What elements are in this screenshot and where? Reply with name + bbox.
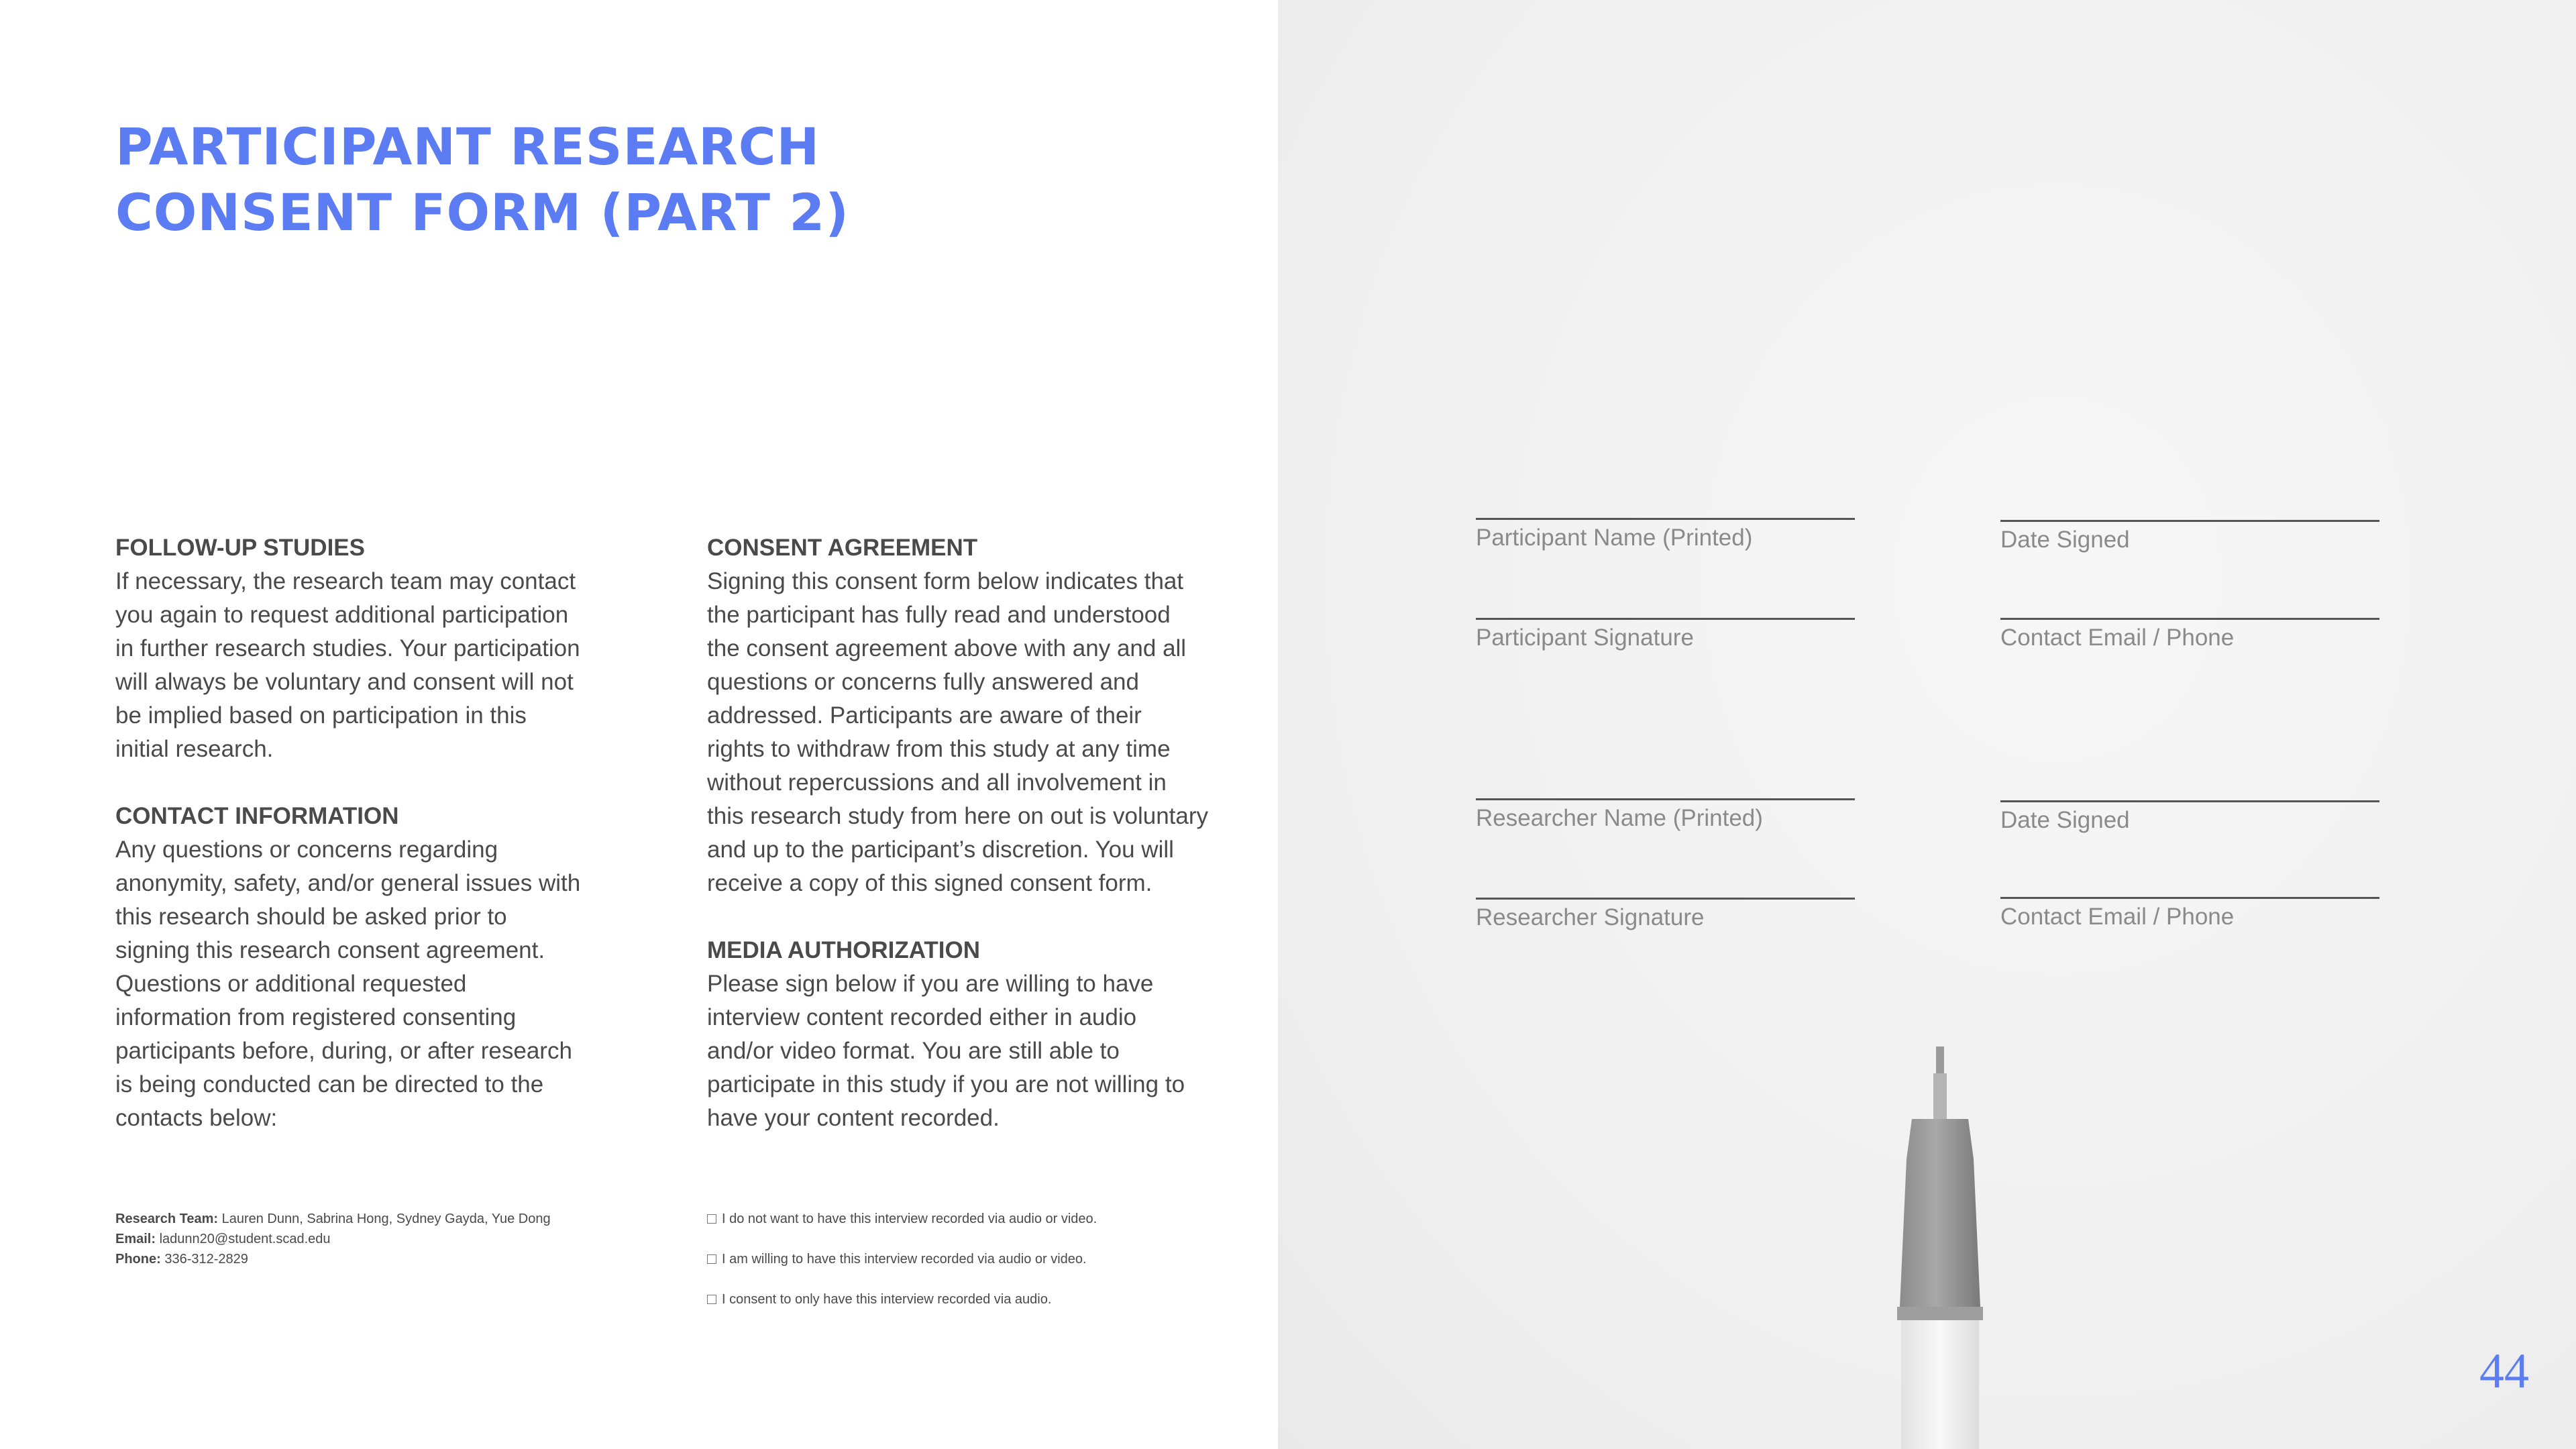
email-value: ladunn20@student.scad.edu: [156, 1232, 331, 1246]
section-heading: CONTACT INFORMATION: [115, 803, 399, 829]
section-heading: FOLLOW-UP STUDIES: [115, 535, 365, 561]
text-line: be implied based on participation in this: [115, 702, 527, 729]
signature-line: [2000, 897, 2379, 899]
email-label: Email:: [115, 1232, 156, 1246]
checkbox-label: I do not want to have this interview recorded via audio or video.: [722, 1211, 1097, 1226]
team-label: Research Team:: [115, 1212, 219, 1226]
signature-line: [2000, 618, 2379, 620]
field-label: Date Signed: [2000, 527, 2130, 553]
title-line-1: PARTICIPANT RESEARCH: [115, 117, 820, 176]
text-line: without repercussions and all involvement in: [707, 769, 1167, 796]
text-line: Questions or additional requested: [115, 971, 467, 997]
text-line: Signing this consent form below indicates that: [707, 568, 1184, 594]
checkbox-icon[interactable]: [707, 1254, 716, 1264]
text-line: receive a copy of this signed consent form.: [707, 870, 1152, 896]
text-line: anonymity, safety, and/or general issues with: [115, 870, 581, 896]
date-signed-field-2[interactable]: [2000, 800, 2379, 836]
field-label: Researcher Name (Printed): [1476, 805, 1763, 831]
signature-line: [1476, 518, 1855, 520]
researcher-signature-field[interactable]: [1476, 898, 1855, 933]
checkbox-option[interactable]: [707, 1249, 1097, 1269]
field-label: Contact Email / Phone: [2000, 904, 2235, 930]
checkbox-option[interactable]: [707, 1289, 1097, 1309]
text-line: will always be voluntary and consent will not: [115, 669, 574, 695]
checkbox-label: I am willing to have this interview recorded via audio or video.: [722, 1251, 1087, 1267]
page-number: 44: [2479, 1344, 2529, 1399]
team-row: [115, 1209, 551, 1229]
checkbox-icon[interactable]: [707, 1295, 716, 1304]
checkbox-icon[interactable]: [707, 1214, 716, 1224]
media-authorization-section: [707, 934, 1230, 1135]
text-line: signing this research consent agreement.: [115, 937, 545, 963]
section-body: [707, 565, 1230, 900]
text-line: participate in this study if you are not willing to: [707, 1071, 1185, 1097]
field-label: Participant Signature: [1476, 625, 1694, 651]
text-line: If necessary, the research team may contact: [115, 568, 576, 594]
page-title: [115, 114, 849, 246]
section-body: [115, 565, 639, 766]
text-line: Any questions or concerns regarding: [115, 837, 498, 863]
participant-signature-field[interactable]: [1476, 618, 1855, 653]
text-line: addressed. Participants are aware of their: [707, 702, 1142, 729]
signature-line: [2000, 800, 2379, 802]
text-line: questions or concerns fully answered and: [707, 669, 1139, 695]
field-label: Participant Name (Printed): [1476, 525, 1753, 551]
email-row: [115, 1229, 551, 1249]
text-line: interview content recorded either in audio: [707, 1004, 1137, 1030]
right-panel-background: [1278, 0, 2576, 1449]
text-line: Please sign below if you are willing to have: [707, 971, 1154, 997]
section-heading: CONSENT AGREEMENT: [707, 535, 978, 561]
consent-agreement-section: [707, 531, 1230, 900]
text-line: you again to request additional participation: [115, 602, 569, 628]
research-team-contacts: [115, 1209, 551, 1269]
text-line: in further research studies. Your participation: [115, 635, 580, 661]
contact-field-2[interactable]: [2000, 897, 2379, 932]
contact-field-1[interactable]: [2000, 618, 2379, 653]
left-text-column: [115, 531, 639, 1169]
field-label: Researcher Signature: [1476, 904, 1705, 930]
media-consent-checkboxes: [707, 1209, 1097, 1330]
team-value: Lauren Dunn, Sabrina Hong, Sydney Gayda, Yue Dong: [218, 1212, 551, 1226]
text-line: contacts below:: [115, 1105, 278, 1131]
pen-icon: [1880, 1038, 2000, 1449]
phone-value: 336-312-2829: [160, 1252, 248, 1267]
signature-line: [2000, 520, 2379, 522]
follow-up-studies-section: [115, 531, 639, 766]
signature-line: [1476, 618, 1855, 620]
section-body: [707, 967, 1230, 1135]
text-line: the consent agreement above with any and all: [707, 635, 1187, 661]
signature-line: [1476, 898, 1855, 900]
text-line: is being conducted can be directed to the: [115, 1071, 544, 1097]
section-body: [115, 833, 639, 1135]
text-line: and/or video format. You are still able to: [707, 1038, 1120, 1064]
text-line: rights to withdraw from this study at any time: [707, 736, 1171, 762]
checkbox-label: I consent to only have this interview recorded via audio.: [722, 1291, 1052, 1307]
text-line: and up to the participant’s discretion. You will: [707, 837, 1174, 863]
date-signed-field-1[interactable]: [2000, 520, 2379, 555]
field-label: Date Signed: [2000, 807, 2130, 833]
phone-label: Phone:: [115, 1252, 161, 1267]
title-line-2: CONSENT FORM (PART 2): [115, 182, 849, 242]
right-text-column: [707, 531, 1230, 1169]
signature-line: [1476, 798, 1855, 800]
checkbox-option[interactable]: [707, 1209, 1097, 1229]
field-label: Contact Email / Phone: [2000, 625, 2235, 651]
text-line: have your content recorded.: [707, 1105, 1000, 1131]
researcher-name-field[interactable]: [1476, 798, 1855, 834]
text-line: participants before, during, or after research: [115, 1038, 572, 1064]
text-line: this research should be asked prior to: [115, 904, 507, 930]
phone-row: [115, 1249, 551, 1269]
participant-name-field[interactable]: [1476, 518, 1855, 553]
text-line: this research study from here on out is voluntary: [707, 803, 1209, 829]
text-line: information from registered consenting: [115, 1004, 517, 1030]
section-heading: MEDIA AUTHORIZATION: [707, 937, 980, 963]
contact-information-section: [115, 800, 639, 1135]
text-line: the participant has fully read and understood: [707, 602, 1171, 628]
text-line: initial research.: [115, 736, 274, 762]
